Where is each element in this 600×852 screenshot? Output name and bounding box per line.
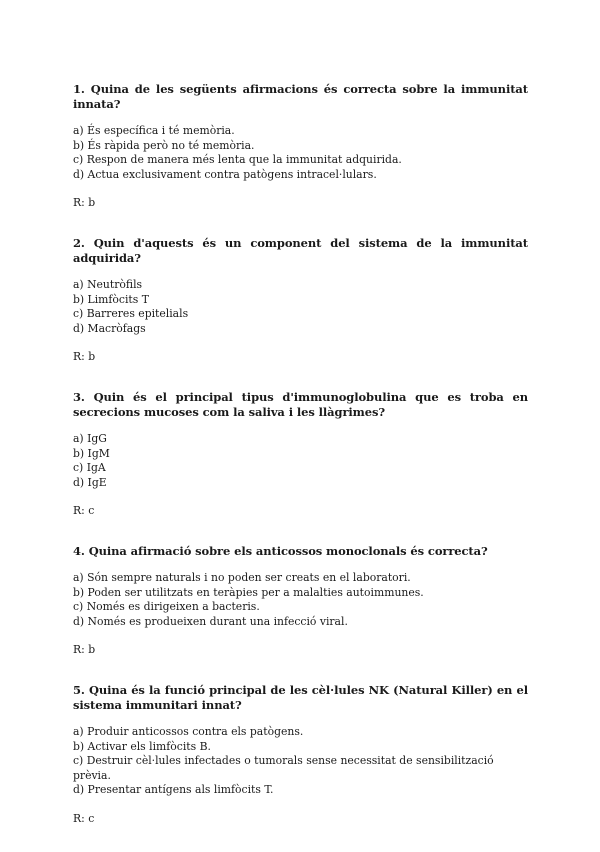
option-list xyxy=(73,432,528,490)
option-c: c) IgA xyxy=(73,461,106,474)
question-title: 2. Quin d'aquests és un component del sistema de la immunitat adquirida? xyxy=(73,236,528,265)
question-4 xyxy=(73,544,528,657)
option-list xyxy=(73,571,528,629)
option-a: a) Són sempre naturals i no poden ser creats en el laboratori. xyxy=(73,571,411,584)
option-d: d) Presentar antígens als limfòcits T. xyxy=(73,783,274,796)
option-d: d) Macròfags xyxy=(73,321,146,335)
answer-text: R: b xyxy=(73,350,96,363)
answer-text: R: c xyxy=(73,811,95,825)
document-page xyxy=(73,82,528,852)
question-title: 5. Quina és la funció principal de les cèl·lules NK (Natural Killer) en el sistema immunitari innat? xyxy=(73,683,528,712)
option-b: b) Limfòcits T xyxy=(73,292,149,306)
question-3 xyxy=(73,390,528,518)
option-c: c) Destruir cèl·lules infectades o tumorals sense necessitat de sensibilització prèvia. xyxy=(73,754,494,782)
option-b: b) Poden ser utilitzats en teràpies per a malalties autoimmunes. xyxy=(73,585,424,599)
question-2 xyxy=(73,236,528,364)
option-list xyxy=(73,278,528,336)
option-a: a) IgG xyxy=(73,432,107,445)
option-list xyxy=(73,124,528,182)
option-b: b) Activar els limfòcits B. xyxy=(73,739,211,753)
option-a: a) Produir anticossos contra els patògens. xyxy=(73,725,304,738)
question-1 xyxy=(73,82,528,210)
option-c: c) Barreres epitelials xyxy=(73,307,189,320)
option-list xyxy=(73,725,528,798)
option-c: c) Només es dirigeixen a bacteris. xyxy=(73,600,260,613)
option-b: b) IgM xyxy=(73,446,110,460)
question-5 xyxy=(73,683,528,826)
option-a: a) Neutròfils xyxy=(73,278,143,291)
answer-text: R: b xyxy=(73,643,96,656)
option-b: b) És ràpida però no té memòria. xyxy=(73,138,255,152)
option-c: c) Respon de manera més lenta que la immunitat adquirida. xyxy=(73,153,402,166)
option-a: a) És específica i té memòria. xyxy=(73,124,235,137)
question-title: 4. Quina afirmació sobre els anticossos monoclonals és correcta? xyxy=(73,544,488,558)
question-title: 1. Quina de les següents afirmacions és correcta sobre la immunitat innata? xyxy=(73,82,528,111)
question-title: 3. Quin és el principal tipus d'immunoglobulina que es troba en secrecions mucoses com la saliva i les llàgrimes? xyxy=(73,390,528,419)
option-d: d) Actua exclusivament contra patògens intracel·lulars. xyxy=(73,167,377,181)
answer-text: R: c xyxy=(73,504,95,517)
answer-text: R: b xyxy=(73,196,96,209)
option-d: d) Només es produeixen durant una infecció viral. xyxy=(73,614,348,628)
option-d: d) IgE xyxy=(73,475,107,489)
